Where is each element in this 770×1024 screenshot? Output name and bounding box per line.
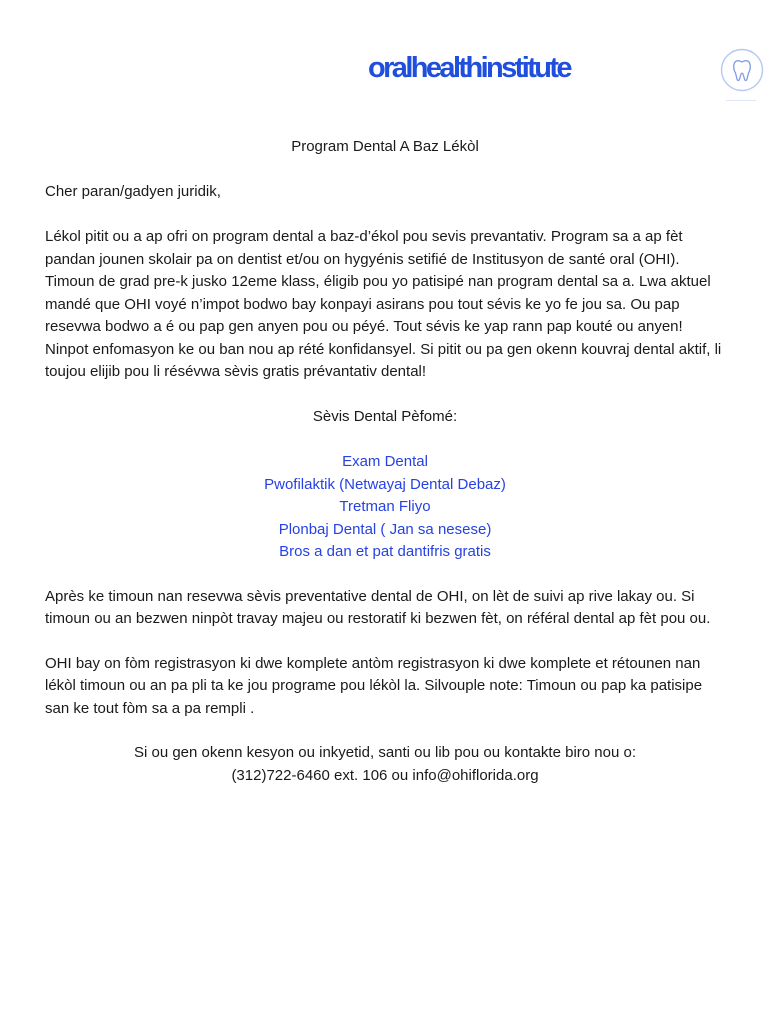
divider bbox=[726, 100, 756, 101]
service-item: Bros a dan et pat dantifris gratis bbox=[279, 543, 491, 560]
salutation: Cher paran/gadyen juridik, bbox=[45, 182, 221, 200]
contact-details: (312)722-6460 ext. 106 ou info@ohiflorida.org bbox=[231, 766, 539, 784]
service-item: Tretman Fliyo bbox=[339, 498, 431, 515]
letter-body bbox=[45, 136, 725, 787]
service-item: Pwofilaktik (Netwayaj Dental Debaz) bbox=[264, 475, 506, 493]
services-list bbox=[45, 451, 725, 564]
header bbox=[0, 0, 770, 110]
service-item: Plonbaj Dental ( Jan sa nesese) bbox=[278, 520, 492, 538]
intro-paragraph: Lékol pitit ou a ap ofri on program dental a baz-d’ékol pou sevis prevantativ. Program sa a ap fèt pandan jounen skolair pa on dentist et/ou on hygyénis setifié de Institusyon de santé oral (OHI). Timoun de grad pre-k jusko 12eme klass, éligib pou yo patisipé nan program dental sa a. Lwa aktuel mandé que OHI voyé n’impot bodwo bay konpayi asirans pou tout sévis ke yo fe jou sa. Ou pap resevwa bodwo a é ou pap gen anyen pou ou péyé. Tout sévis ke yap rann pap kouté ou anyen! Ninpot enfomasyon ke ou ban nou ap rété konfidansyel. Si pitit ou pa gen okenn kouvraj dental aktif, li toujou elijib pou li résévwa sèvis gratis prévantativ dental! bbox=[45, 228, 722, 380]
tooth-icon bbox=[720, 48, 764, 92]
registration-paragraph: OHI bay on fòm registrasyon ki dwe komplete antòm registrasyon ki dwe komplete et rétounen nan lékòl timoun ou an pa pli ta ke jou programe pou lékòl la. Silvouple note: Timoun ou pap ka patisipe san ke tout fòm sa a pa rempli . bbox=[45, 654, 703, 717]
logo-wordmark: oralhealthinstitute bbox=[368, 52, 570, 84]
services-heading: Sèvis Dental Pèfomé: bbox=[312, 407, 458, 425]
service-item: Exam Dental bbox=[342, 453, 428, 470]
followup-paragraph: Après ke timoun nan resevwa sèvis preventative dental de OHI, on lèt de suivi ap rive lakay ou. Si timoun ou an bezwen ninpòt travay majeu ou restoratif ki bezwen fèt, on référal dental ap fèt pou ou. bbox=[45, 587, 711, 627]
contact-line: Si ou gen okenn kesyon ou inkyetid, santi ou lib pou ou kontakte biro nou o: bbox=[133, 744, 636, 761]
page-title: Program Dental A Baz Lékòl bbox=[291, 138, 479, 155]
